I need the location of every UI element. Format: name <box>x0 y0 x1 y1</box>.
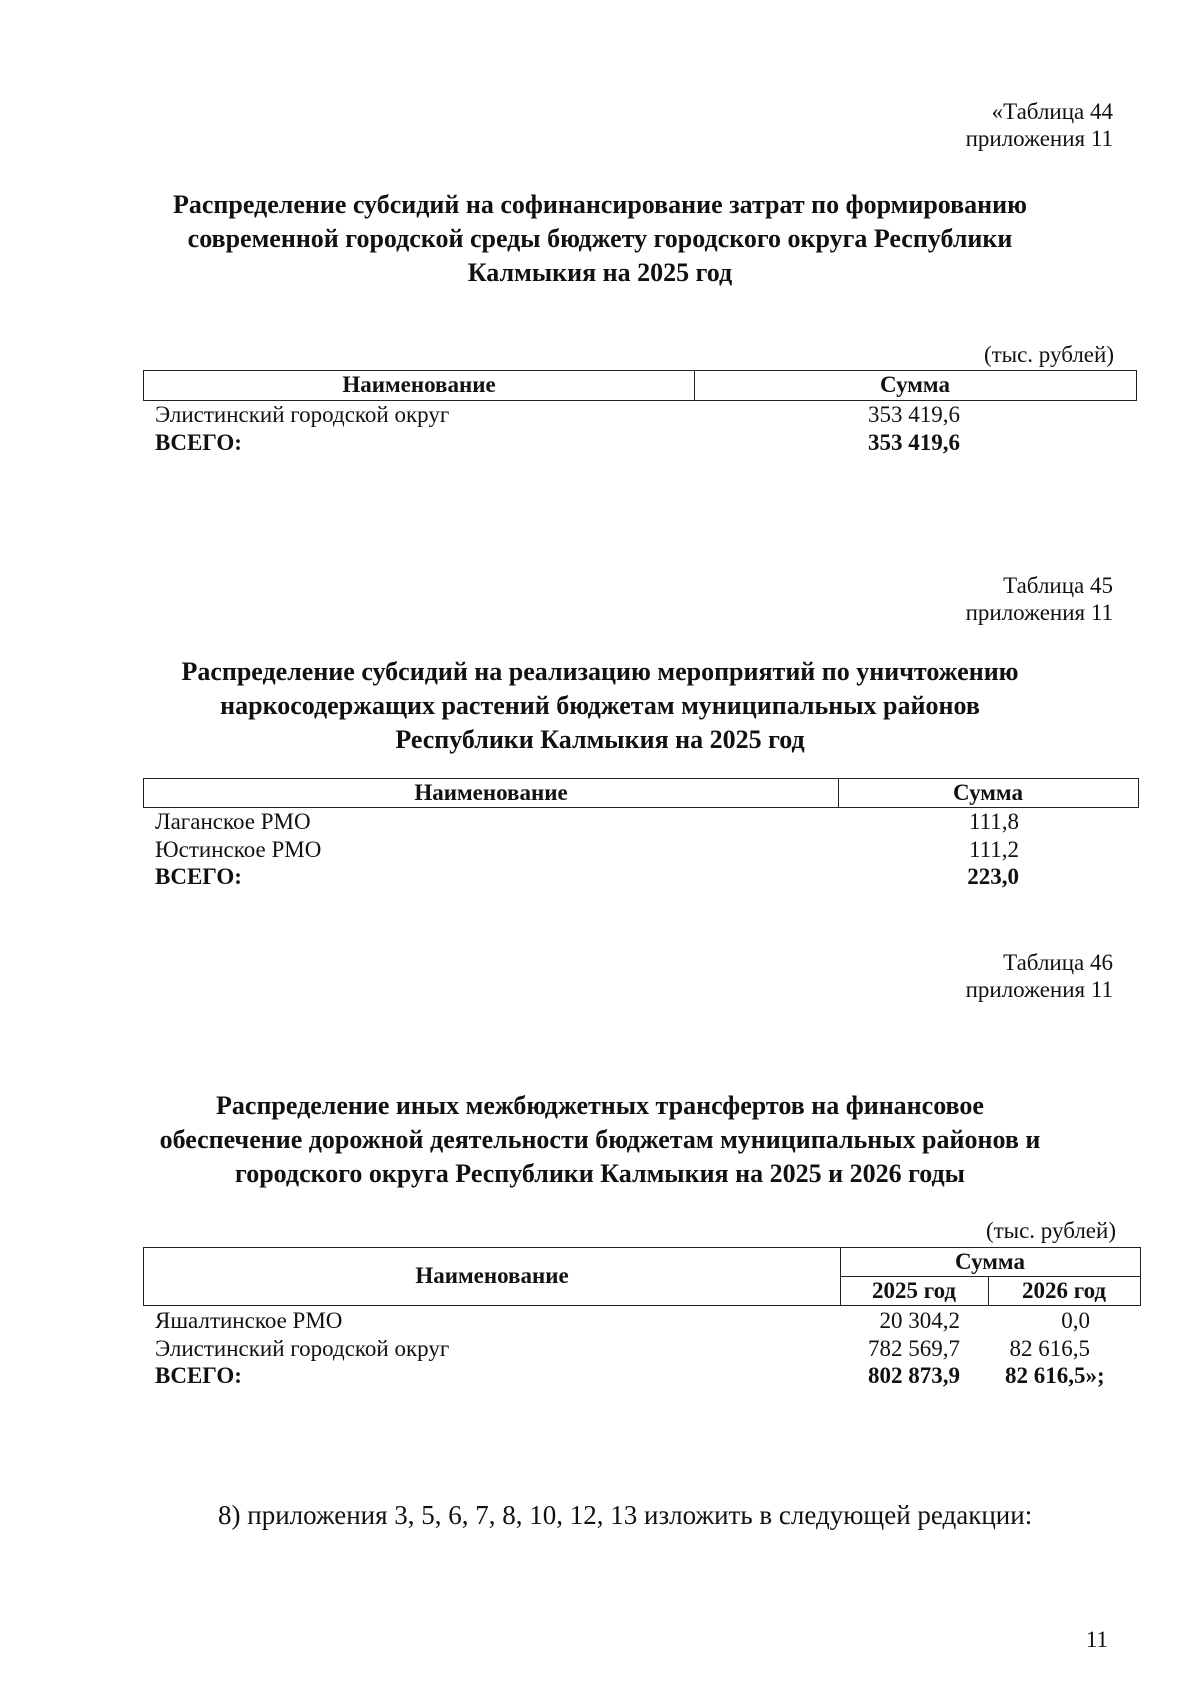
t45-title-line2: наркосодержащих растений бюджетам муниципальных районов <box>220 691 980 720</box>
t46-col-2026: 2026 год <box>1021 1278 1107 1303</box>
t46-total-label: ВСЕГО: <box>155 1363 242 1388</box>
t45-ref-line2: приложения 11 <box>965 600 1113 625</box>
t45-title-line1: Распределение субсидий на реализацию мероприятий по уничтожению <box>181 657 1019 686</box>
t44-ref-line1: «Таблица 44 <box>991 99 1113 124</box>
t46-title-line3: городского округа Республики Калмыкия на 2025 и 2026 годы <box>235 1159 965 1188</box>
t46-title-line1: Распределение иных межбюджетных трансфертов на финансовое <box>216 1091 984 1120</box>
t44-title <box>100 188 1100 290</box>
t44-title-line1: Распределение субсидий на софинансирование затрат по формированию <box>172 190 1028 219</box>
t45-header-row <box>143 778 1139 808</box>
t45-title-line3: Республики Калмыкия на 2025 год <box>395 725 805 754</box>
t45-total-sum: 223,0 <box>967 864 1019 889</box>
t46-unit: (тыс. рублей) <box>985 1218 1116 1243</box>
t45-title <box>100 655 1100 757</box>
t45-row-name: Лаганское РМО <box>155 809 311 834</box>
t45-col-name: Наименование <box>414 780 568 805</box>
t46-row-2025: 20 304,2 <box>879 1308 960 1333</box>
t46-row-2025: 782 569,7 <box>868 1336 960 1361</box>
t44-col-sum: Сумма <box>880 372 950 397</box>
t45-row-sum: 111,2 <box>968 837 1019 862</box>
t45-total-label: ВСЕГО: <box>155 864 242 889</box>
t46-ref-line1: Таблица 46 <box>1003 950 1113 975</box>
t44-reference <box>966 98 1113 152</box>
t44-row-sum: 353 419,6 <box>868 402 960 427</box>
t46-row-2026: 0,0 <box>1061 1308 1090 1333</box>
t44-title-line3: Калмыкия на 2025 год <box>467 258 733 287</box>
t46-row-name: Яшалтинское РМО <box>155 1308 343 1333</box>
t46-col-name: Наименование <box>415 1263 569 1288</box>
t46-total-2026: 82 616,5»; <box>1005 1363 1105 1388</box>
t46-header-row <box>143 1247 1141 1306</box>
t44-title-line2: современной городской среды бюджету городского округа Республики <box>187 224 1013 253</box>
t46-row-name: Элистинский городской округ <box>155 1336 450 1361</box>
t46-reference <box>966 949 1113 1003</box>
t46-ref-line2: приложения 11 <box>965 977 1113 1002</box>
t44-col-name: Наименование <box>342 372 496 397</box>
t45-row-sum: 111,8 <box>968 809 1019 834</box>
t46-total-2025: 802 873,9 <box>868 1363 960 1388</box>
t45-row-name: Юстинское РМО <box>155 837 322 862</box>
t46-row-2026: 82 616,5 <box>1009 1336 1090 1361</box>
instruction-text: 8) приложения 3, 5, 6, 7, 8, 10, 12, 13 изложить в следующей редакции: <box>218 1500 1033 1530</box>
t44-header-row <box>143 370 1137 401</box>
t44-total-label: ВСЕГО: <box>155 430 242 455</box>
t44-row-name: Элистинский городской округ <box>155 402 450 427</box>
t45-ref-line1: Таблица 45 <box>1003 573 1113 598</box>
t46-col-sum: Сумма <box>955 1249 1025 1274</box>
t44-ref-line2: приложения 11 <box>965 126 1113 151</box>
page-number: 11 <box>1085 1627 1108 1652</box>
t46-title-line2: обеспечение дорожной деятельности бюджетам муниципальных районов и <box>159 1125 1041 1154</box>
t46-title <box>100 1089 1100 1191</box>
t44-unit: (тыс. рублей) <box>983 342 1114 367</box>
t44-total-sum: 353 419,6 <box>868 430 960 455</box>
t46-col-2025: 2025 год <box>871 1278 957 1303</box>
t45-col-sum: Сумма <box>953 780 1023 805</box>
t45-reference <box>966 572 1113 626</box>
